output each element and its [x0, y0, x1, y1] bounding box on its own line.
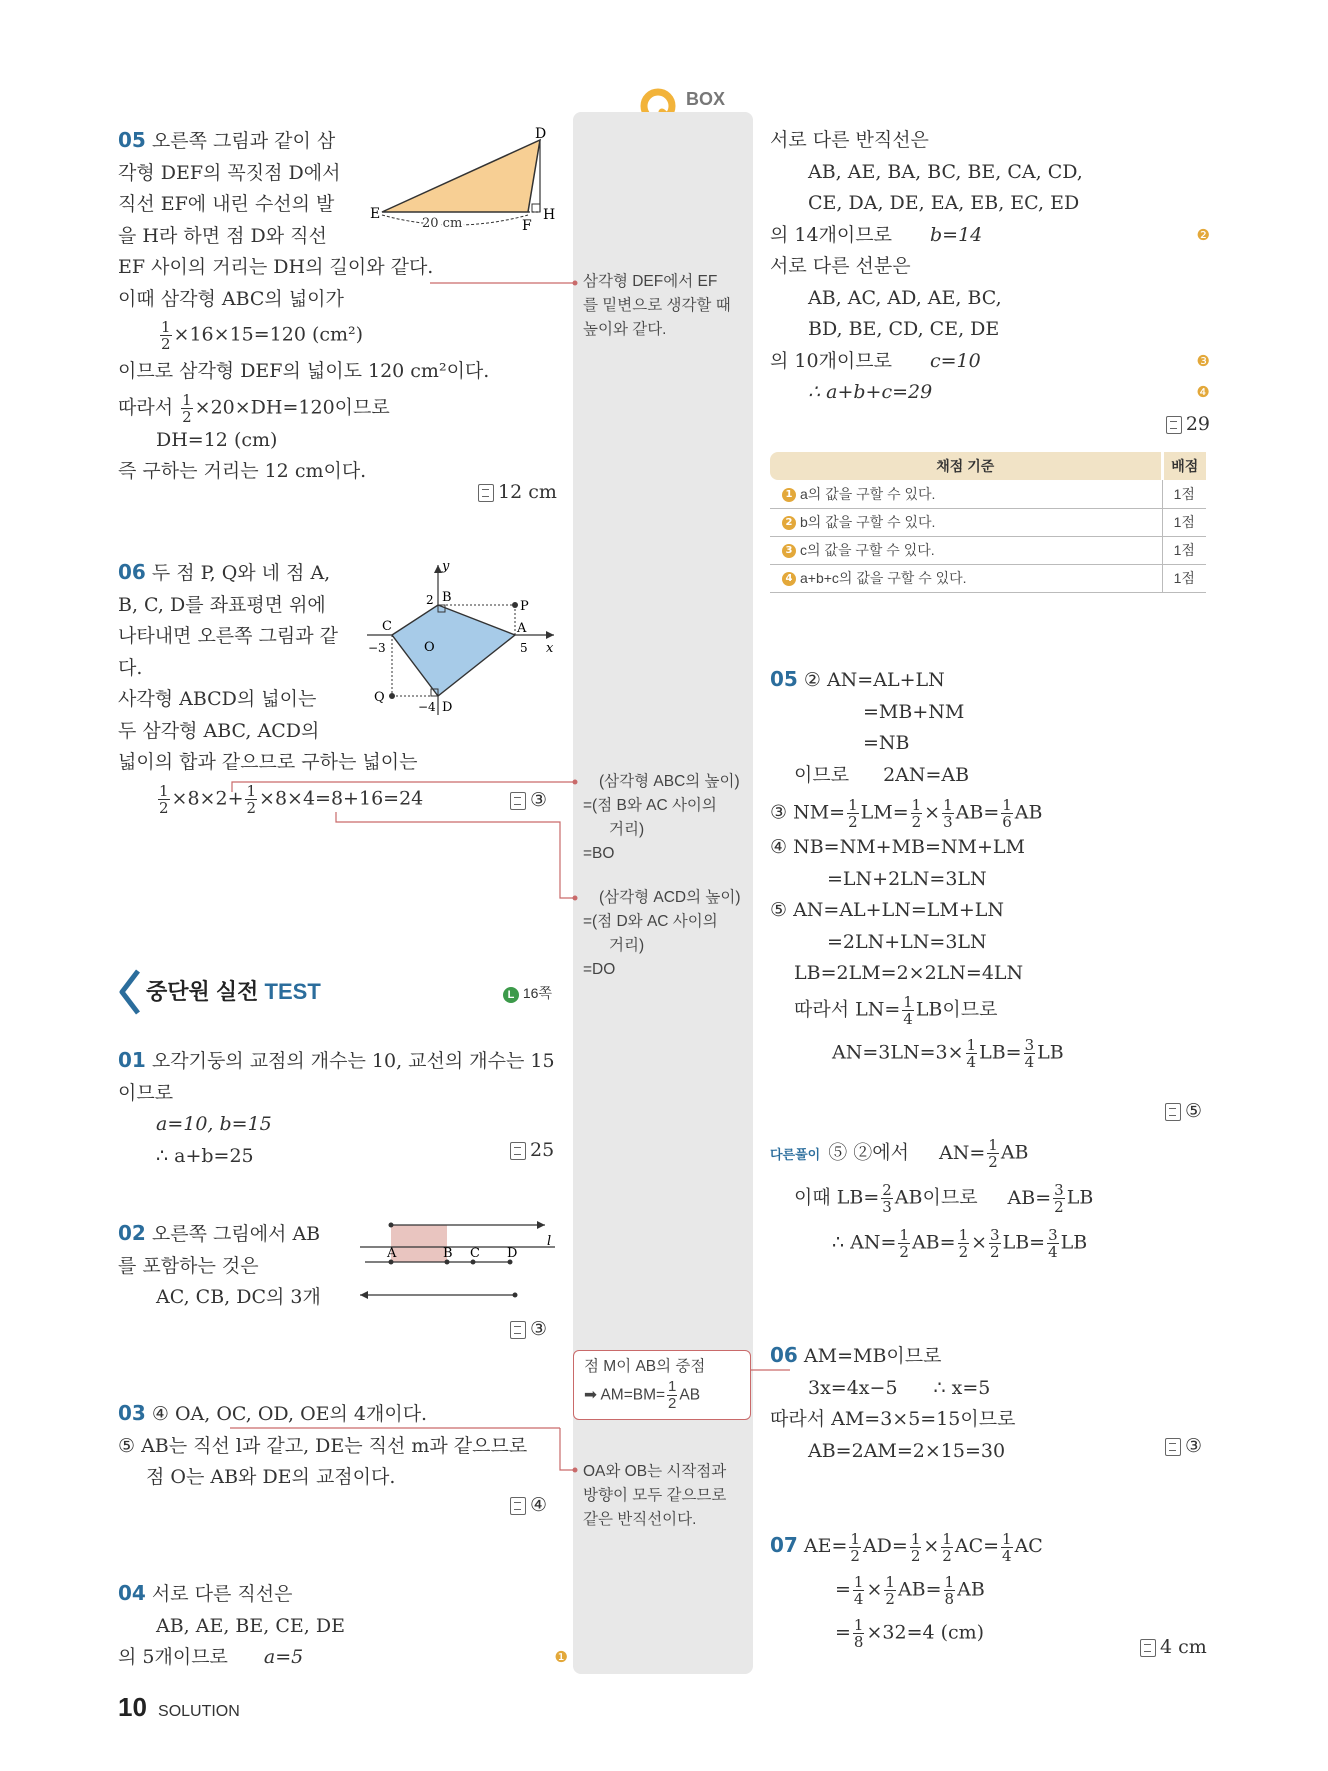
svg-text:x: x — [546, 641, 554, 656]
fraction: $\frac{1}{2}$ — [161, 318, 171, 353]
side-note-2: (삼각형 ABC의 높이) =(점 B와 AC 사이의 거리) =BO — [583, 773, 740, 862]
svg-text:O: O — [424, 640, 435, 655]
svg-text:y: y — [442, 560, 450, 574]
test-06: 06 AM=MB이므로 3x=4x−5 ∴ x=5 따라서 AM=3×5=15이므로 AB=2AM=2×15=30 — [770, 1343, 1016, 1462]
answer-02: ③ — [510, 1318, 547, 1340]
quadrilateral-abcd — [392, 605, 515, 696]
test-02: 02 오른쪽 그림에서 AB 를 포함하는 것은 AC, CB, DC의 3개 — [118, 1221, 321, 1308]
alt-solution: 다른풀이 ⑤ ②에서 AN= $\frac{1}{2}$ AB 이때 LB= $\frac{2}{3}$ AB이므로 AB= $\frac{3}{2}$ LB ∴ AN= $\frac{1}{2}$ AB= $\frac{1}{2}$ × $\frac{3}{2}$ LB= $\frac{3}{4}$ LB — [770, 1136, 1094, 1261]
svg-text:B: B — [442, 590, 452, 605]
section-title: 중단원 실전 TEST L 16쪽 — [118, 967, 568, 1017]
side-note-3: (삼각형 ACD의 높이) =(점 D와 AC 사이의 거리) =DO — [583, 889, 741, 978]
criteria-header: 채점 기준 — [770, 452, 1162, 480]
svg-text:C: C — [470, 1246, 480, 1261]
answer-05-right: ⑤ — [1165, 1100, 1202, 1122]
answer-06-right: ③ — [1165, 1435, 1202, 1457]
test-07: 07 AE= $\frac{1}{2}$ AD= $\frac{1}{2}$ × $\frac{1}{2}$ AC= $\frac{1}{4}$ AC = $\frac{1}{4}$ × $\frac{1}{2}$ AB= $\frac{1}{8}$ AB = $\frac{1}{8}$ ×32=4 (cm) — [770, 1529, 1043, 1651]
scoring-criteria-table — [770, 452, 1206, 593]
section-title-main: 중단원 — [146, 979, 210, 1004]
side-note-4: 점 M이 AB의 중점 ➡ AM=BM= $\frac{1}{2}$ AB — [573, 1350, 751, 1420]
table-row: 4 a+b+c의 값을 구할 수 있다. 1점 — [770, 564, 1206, 592]
table-row: 2 b의 값을 구할 수 있다. 1점 — [770, 508, 1206, 536]
answer-06: ③ — [510, 789, 547, 811]
step-marker: ❶ — [554, 1648, 568, 1666]
answer-04: 29 — [1185, 412, 1210, 435]
answer-icon — [1166, 416, 1182, 434]
alt-solution-label: 다른풀이 — [770, 1146, 821, 1162]
svg-text:A: A — [517, 621, 527, 636]
box-label: BOX — [686, 89, 726, 109]
side-note-1: 삼각형 DEF에서 EF 를 밑변으로 생각할 때 높이와 같다. — [583, 273, 731, 338]
test-04: 04 서로 다른 직선은 AB, AE, BE, CE, DE 의 5개이므로 a=5 ❶ — [118, 1578, 568, 1674]
answer-01: 25 — [510, 1139, 554, 1161]
line-figure — [355, 1215, 565, 1310]
side-note-5: OA와 OB는 시작점과 방향이 모두 같으므로 같은 반직선이다. — [583, 1463, 727, 1528]
svg-text:5: 5 — [520, 641, 528, 655]
test-01: 01 오각기둥의 교점의 개수는 10, 교선의 개수는 15 이므로 a=10, b=15 ∴ a+b=25 — [118, 1048, 555, 1167]
svg-text:C: C — [382, 619, 392, 634]
label-e: E — [370, 206, 381, 222]
answer-03: ④ — [510, 1494, 547, 1516]
svg-text:2: 2 — [426, 593, 434, 607]
points-header: 배점 — [1162, 452, 1206, 480]
test-03: 03 ④ OA, OC, OD, OE의 4개이다. ⑤ AB는 직선 l과 같고, DE는 직선 m과 같으므로 점 O는 AB와 DE의 교점이다. — [118, 1401, 528, 1488]
page-ref: 16쪽 — [522, 985, 552, 1001]
svg-text:D: D — [507, 1246, 518, 1261]
problem-04-continued: 서로 다른 반직선은 AB, AE, BA, BC, BE, CA, CD, CE, DA, DE, EA, EB, EC, ED 의 14개이므로 b=14 ❷ 서로 다른 선분은 AB, AC, AD, AE, BC, BD, BE, CD, CE, DE 의 10개이므로 c=10 ❸ ∴ a+b+c=29 ❹ 29 — [770, 129, 1210, 435]
svg-text:−4: −4 — [418, 700, 436, 714]
answer-icon — [478, 484, 494, 502]
footer-label: SOLUTION — [158, 1703, 240, 1720]
svg-text:D: D — [442, 700, 453, 715]
label-f: F — [522, 218, 532, 234]
svg-text:l: l — [547, 1234, 552, 1249]
coordinate-plane-figure — [362, 560, 562, 720]
svg-text:B: B — [443, 1246, 453, 1261]
svg-text:P: P — [520, 599, 529, 614]
table-row: 3 c의 값을 구할 수 있다. 1점 — [770, 536, 1206, 564]
problem-05: 05 오른쪽 그림과 같이 삼 각형 DEF의 꼭짓점 D에서 직선 EF에 내린 수선의 발 을 H라 하면 점 D와 직선 EF 사이의 거리는 DH의 길이와 같다. 이때 삼각형 ABC의 넓이가 $\frac{1}{2}$ ×16×15=120 (cm²) 이므로 삼각형 DEF의 넓이도 120 cm²이다. 따라서 $\frac{1}{2}$ ×20×DH=120이므로 DH=12 (cm) 즉 구하는 거리는 12 cm이다. — [118, 128, 490, 482]
problem-number: 05 — [118, 128, 146, 152]
page-number: 10 — [118, 1692, 147, 1722]
answer-05: 12 cm — [478, 481, 557, 503]
label-h: H — [543, 207, 556, 223]
triangle-def — [382, 140, 540, 212]
test-05: 05 ② AN=AL+LN =MB+NM =NB 이므로 2AN=AB ③ NM= $\frac{1}{2}$ LM= $\frac{1}{2}$ × $\frac{1}{3}$ AB= $\frac{1}{6}$ AB ④ NB=NM+MB=NM+LM =LN+2LN=3LN ⑤ AN=AL+LN=LM+LN =2LN+LN=3LN LB=2LM=2×2LN=4LN 따라서 LN= $\frac{1}{4}$ LB이므로 AN=3LN=3× $\frac{1}{4}$ LB= $\frac{3}{4}$ LB — [770, 667, 1064, 1071]
svg-text:−3: −3 — [368, 641, 386, 655]
svg-text:Q: Q — [374, 690, 385, 705]
problem-06: 06 두 점 P, Q와 네 점 A, B, C, D를 좌표평면 위에 나타내면 오른쪽 그림과 같 다. 사각형 ABCD의 넓이는 두 삼각형 ABC, ACD의 넓이의 합과 같으므로 구하는 넓이는 $\frac{1}{2}$ ×8×2+ $\frac{1}{2}$ ×8×4=8+16=24 — [118, 560, 424, 817]
svg-text:A: A — [387, 1246, 397, 1261]
page-ref-icon: L — [503, 987, 519, 1003]
table-row: 1 a의 값을 구할 수 있다. 1점 — [770, 480, 1206, 508]
bracket-icon — [118, 967, 142, 1017]
footer — [118, 1692, 240, 1723]
label-length: 20 cm — [422, 216, 463, 231]
answer-07: 4 cm — [1140, 1636, 1207, 1658]
triangle-def-figure — [370, 127, 570, 237]
label-d: D — [535, 127, 547, 142]
